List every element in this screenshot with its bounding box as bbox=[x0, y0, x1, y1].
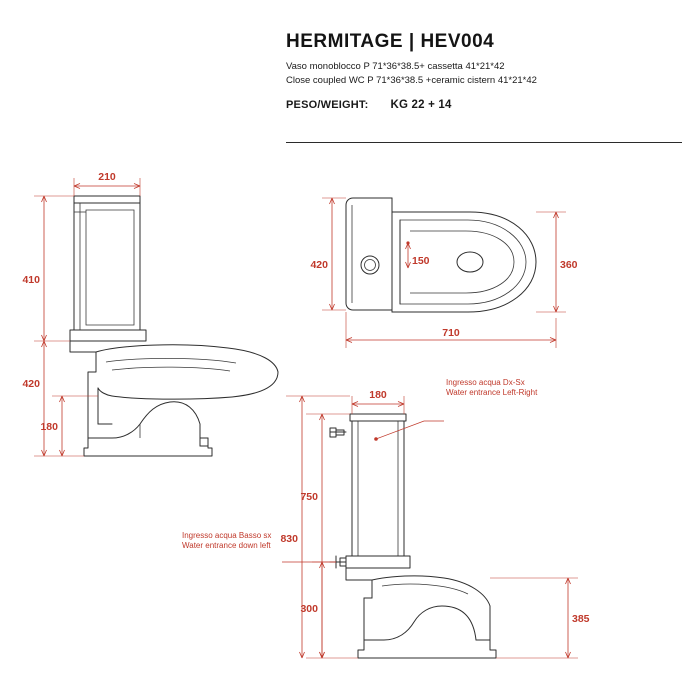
page-title: HERMITAGE | HEV004 bbox=[286, 31, 495, 52]
dim-front-overall-height: 830 bbox=[280, 533, 298, 545]
front-elevation-view bbox=[182, 378, 590, 658]
description-en: Close coupled WC P 71*36*38.5 +ceramic cistern 41*21*42 bbox=[286, 74, 537, 86]
weight-label: PESO/WEIGHT: bbox=[286, 99, 369, 112]
dim-plan-bowl-width: 360 bbox=[560, 259, 578, 271]
description-it: Vaso monoblocco P 71*36*38.5+ cassetta 41*21*42 bbox=[286, 60, 505, 72]
dim-side-top-width: 210 bbox=[98, 171, 116, 183]
note-inlet-side-it: Ingresso acqua Dx-Sx bbox=[446, 378, 525, 387]
dim-plan-total-length: 710 bbox=[442, 327, 460, 339]
dim-plan-cistern-depth: 420 bbox=[310, 259, 328, 271]
dim-side-cistern-height: 410 bbox=[22, 274, 40, 286]
dim-front-inlet-height: 300 bbox=[300, 603, 318, 615]
note-inlet-bottom-en: Water entrance down left bbox=[182, 541, 271, 550]
dim-plan-inlet-offset: 150 bbox=[412, 255, 430, 267]
dim-front-cistern-width: 180 bbox=[369, 389, 387, 401]
dim-front-bowl-height: 385 bbox=[572, 613, 590, 625]
dim-side-bowl-height: 420 bbox=[22, 378, 40, 390]
note-inlet-side-en: Water entrance Left-Right bbox=[446, 388, 538, 397]
note-inlet-bottom-it: Ingresso acqua Basso sx bbox=[182, 531, 272, 540]
dim-side-trap-height: 180 bbox=[40, 421, 58, 433]
plan-view bbox=[310, 198, 577, 348]
dim-front-cistern-top-height: 750 bbox=[300, 491, 318, 503]
side-elevation-view bbox=[22, 171, 278, 456]
weight-value: KG 22 + 14 bbox=[390, 99, 452, 112]
